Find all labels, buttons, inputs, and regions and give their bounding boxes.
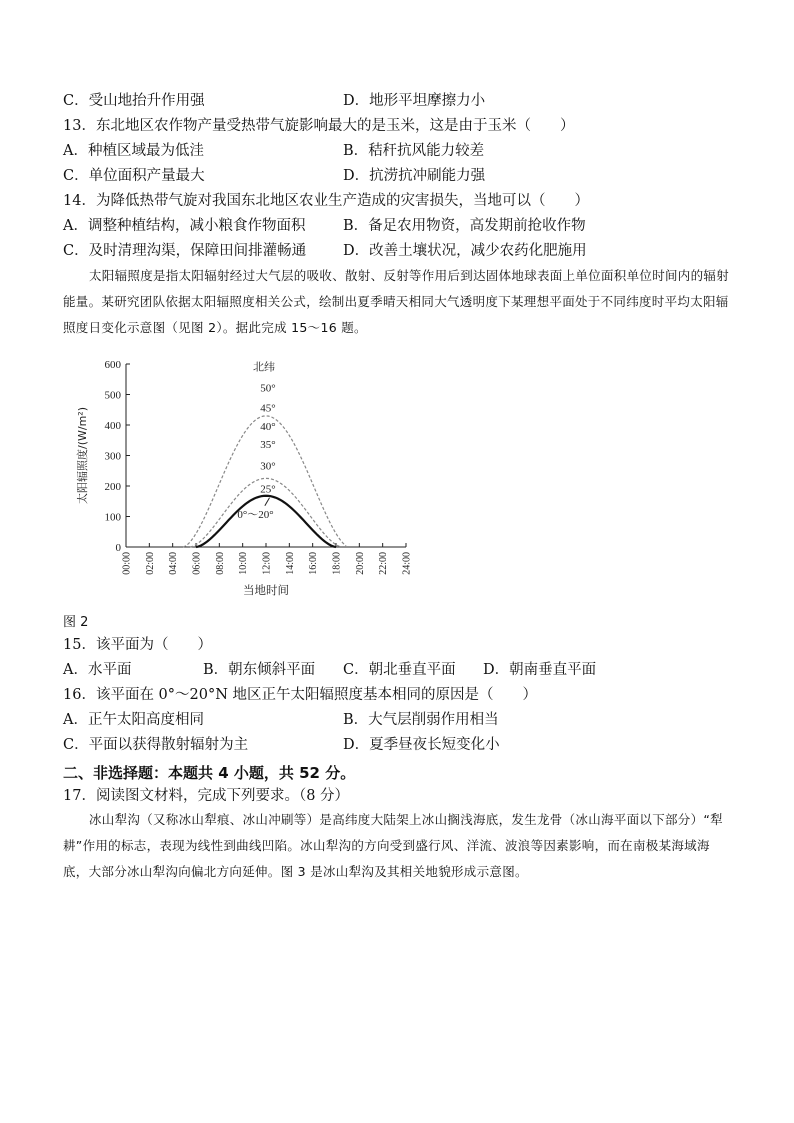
q17-material — [63, 807, 733, 885]
q14-option-d: D．改善土壤状况，减少农药化肥施用 — [343, 243, 587, 259]
section2-heading: 二、非选择题：本题共 4 小题，共 52 分。 — [63, 764, 356, 782]
q13-stem: 13．东北地区农作物产量受热带气旋影响最大的是玉米，这是由于玉米（ ） — [63, 118, 575, 134]
x-tick-label: 16:00 — [308, 552, 320, 575]
figure-caption: 图 2 — [63, 615, 89, 630]
q15-stem: 15．该平面为（ ） — [63, 637, 212, 653]
q14-option-b: B．备足农用物资，高发期前抢收作物 — [343, 218, 586, 234]
q15-option-d: D．朝南垂直平面 — [483, 662, 597, 678]
series-label-pointer — [265, 498, 270, 506]
y-tick-label: 600 — [104, 359, 121, 371]
x-tick-label: 08:00 — [214, 552, 226, 575]
x-tick-label: 20:00 — [354, 552, 366, 575]
q12-option-d: D．地形平坦摩擦力小 — [343, 93, 486, 109]
x-axis-label: 当地时间 — [243, 583, 289, 597]
intro-paragraph-text: 太阳辐照度是指太阳辐射经过大气层的吸收、散射、反射等作用后到达固体地球表面上单位面积单位时间内的辐射能量。某研究团队依据太阳辐照度相关公式，绘制出夏季晴天相同大气透明度下某理想平面处于不同纬度时平均太阳辐照度日变化示意图（见图 2）。据此完成 15～16 题。 — [63, 268, 730, 335]
y-tick-label: 300 — [104, 450, 121, 463]
x-tick-label: 02:00 — [144, 552, 156, 575]
q12-option-c: C．受山地抬升作用强 — [63, 93, 205, 109]
q15-option-b: B．朝东倾斜平面 — [203, 662, 316, 678]
y-tick-label: 400 — [104, 420, 121, 432]
q13-option-d: D．抗涝抗冲刷能力强 — [343, 168, 486, 184]
y-axis-label: 太阳辐照度/(W/m²) — [76, 407, 89, 504]
x-tick-label: 06:00 — [191, 552, 203, 575]
q17-material-text: 冰山犁沟（又称冰山犁痕、冰山冲刷等）是高纬度大陆架上冰山搁浅海底，发生龙骨（冰山海平面以下部分）“犁耕”作用的标志，表现为线性到曲线凹陷。冰山犁沟的方向受到盛行风、洋流、波浪等因素影响，而在南极某海域海底，大部分冰山犁沟向偏北方向延伸。图 3 是冰山犁沟及其相关地貌形成示意图。 — [63, 812, 723, 879]
x-tick-label: 18:00 — [331, 552, 343, 575]
series-line-2 — [183, 416, 346, 547]
x-tick-label: 12:00 — [261, 552, 273, 575]
chart-series — [183, 416, 346, 547]
y-tick-label: 200 — [104, 481, 121, 493]
series-label-3: 35° — [260, 439, 276, 452]
q13-option-c: C．单位面积产量最大 — [63, 168, 205, 184]
x-tick-label: 04:00 — [168, 552, 180, 575]
solar-irradiance-chart — [70, 350, 420, 600]
series-label-0: 50° — [260, 382, 276, 395]
q13-option-a: A．种植区域最为低洼 — [63, 143, 204, 159]
q16-stem: 16．该平面在 0°～20°N 地区正午太阳辐照度基本相同的原因是（ ） — [63, 687, 538, 703]
q17-stem: 17．阅读图文材料，完成下列要求。（8 分） — [63, 788, 350, 804]
series-label-1: 45° — [260, 402, 276, 415]
series-label-2: 40° — [260, 420, 276, 433]
intro-paragraph — [63, 263, 733, 341]
q14-option-c: C．及时清理沟渠，保障田间排灌畅通 — [63, 243, 307, 259]
y-tick-label: 500 — [104, 389, 121, 402]
q14-option-a: A．调整种植结构，减小粮食作物面积 — [63, 218, 306, 234]
q14-stem: 14．为降低热带气旋对我国东北地区农业生产造成的灾害损失，当地可以（ ） — [63, 193, 589, 209]
q13-option-b: B．秸秆抗风能力较差 — [343, 143, 485, 159]
series-label-4: 30° — [260, 460, 276, 473]
x-tick-label: 22:00 — [378, 552, 390, 575]
y-tick-label: 100 — [104, 511, 121, 524]
series-label-5: 25° — [260, 483, 276, 496]
q16-option-d: D．夏季昼夜长短变化小 — [343, 737, 500, 753]
x-tick-label: 24:00 — [401, 552, 413, 575]
q15-option-c: C．朝北垂直平面 — [343, 662, 456, 678]
q16-option-a: A．正午太阳高度相同 — [63, 712, 204, 728]
q16-option-b: B．大气层削弱作用相当 — [343, 712, 499, 728]
q16-option-c: C．平面以获得散射辐射为主 — [63, 737, 249, 753]
series-label-6: 0°～20° — [237, 508, 274, 521]
x-tick-label: 10:00 — [238, 552, 250, 575]
legend-title: 北纬 — [253, 360, 275, 374]
x-tick-label: 14:00 — [284, 552, 296, 575]
y-tick-label: 0 — [115, 542, 121, 554]
q15-option-a: A．水平面 — [63, 662, 132, 678]
x-tick-label: 00:00 — [121, 552, 133, 575]
